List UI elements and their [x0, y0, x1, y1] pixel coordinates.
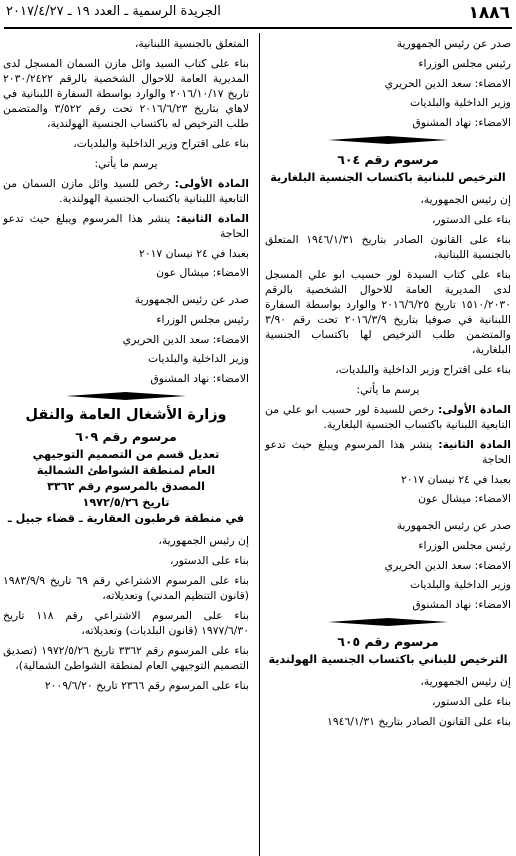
- left-column: [3, 36, 249, 698]
- paragraph: بناء على كتاب السيدة لور حسيب ابو علي المسجل لدى المديرية العامة للاحوال الشخصية بالرقم ١٥١٠/٢٠٣٠ تاريخ ٢٠١٦/٦/٢٥ والوارد بواسطة السفارة اللبنانية في صوفيا بتاريخ ٢٠١٦/٣/٩ تحت رقم ٣/٩٠ والمتضمن طلب الترخيص لها باكتساب الجنسية البلغارية،: [265, 268, 511, 356]
- signature-line: الامضاء: سعد الدين الحريري: [384, 559, 511, 572]
- signature-line: الامضاء: نهاد المشنوق: [150, 372, 249, 385]
- paragraph: بناء على الدستور،: [169, 554, 249, 567]
- subtitle-line: تاريخ ١٩٧٢/٥/٢٦: [82, 496, 170, 509]
- decree-title: مرسوم رقم ٦٠٥: [337, 634, 439, 649]
- article-text: ينشر هذا المرسوم ويبلغ حيث تدعو الحاجة: [3, 212, 249, 240]
- page-header: [0, 0, 516, 26]
- section-divider: [3, 392, 249, 400]
- paragraph: بناء على اقتراح وزير الداخلية والبلديات،: [335, 363, 511, 376]
- signature-line: وزير الداخلية والبلديات: [148, 352, 249, 365]
- article-text: رخص للسيد وائل مازن السمان من التابعية اللبنانية باكتساب الجنسية الهولندية.: [3, 177, 249, 205]
- paragraph: المتعلق بالجنسية اللبنانية،: [134, 37, 249, 50]
- signature-line: الامضاء: ميشال عون: [156, 266, 249, 279]
- article-label: المادة الأولى:: [174, 177, 250, 190]
- decree-title: مرسوم رقم ٦٠٤: [337, 152, 439, 167]
- paragraph: بناء على الدستور،: [431, 695, 511, 708]
- paragraph: بناء على كتاب السيد وائل مازن السمان المسجل لدى المديرية العامة للاحوال الشخصية بالرقم ٢٠٣٠/٢٤٢٢ تاريخ ٢٠١٦/١٠/١٧ والوارد بواسطة السفارة اللبنانية في لاهاي بتاريخ ٢٠١٦/٦/٢٣ تحت رقم ٣/٥٢٢ والمتضمن طلب الترخيص له باكتساب الجنسية الهولندية،: [3, 57, 249, 130]
- subtitle-line: تعديل قسم من التصميم التوجيهي: [32, 448, 220, 461]
- paragraph: بناء على القانون الصادر بتاريخ ١٩٤٦/١/٣١ المتعلق بالجنسية اللبنانية،: [265, 233, 511, 261]
- right-column: [265, 36, 511, 734]
- column-divider: [259, 33, 260, 856]
- signature-line: رئيس مجلس الوزراء: [418, 57, 511, 70]
- subtitle-line: العام لمنطقة الشواطئ الشمالية: [36, 464, 216, 477]
- section-divider: [265, 618, 511, 626]
- signature-line: صدر عن رئيس الجمهورية: [396, 37, 511, 50]
- article-2: [265, 437, 511, 467]
- decree-subtitle: الترخيص للبناني باكتساب الجنسية الهولندية: [268, 653, 508, 666]
- signature-line: الامضاء: سعد الدين الحريري: [122, 333, 249, 346]
- signature-line: الامضاء: نهاد المشنوق: [412, 116, 511, 129]
- section-divider: [265, 136, 511, 144]
- paragraph: إن رئيس الجمهورية،: [420, 193, 511, 206]
- signature-line: وزير الداخلية والبلديات: [410, 578, 511, 591]
- article-label: المادة الأولى:: [437, 403, 511, 416]
- article-text: رخص للسيدة لور حسيب ابو علي من التابعية اللبنانية باكتساب الجنسية البلغارية.: [265, 403, 511, 431]
- signature-line: رئيس مجلس الوزراء: [418, 539, 511, 552]
- ministry-heading: وزارة الأشغال العامة والنقل: [25, 407, 227, 423]
- article-text: ينشر هذا المرسوم ويبلغ حيث تدعو الحاجة: [265, 438, 511, 466]
- article-1: [3, 176, 249, 206]
- page-number: ١٨٨٦: [468, 3, 510, 23]
- issue-line: الجريدة الرسمية ـ العدد ١٩ ـ ٢٠١٧/٤/٢٧: [6, 4, 221, 19]
- paragraph: إن رئيس الجمهورية،: [158, 534, 249, 547]
- decree-subtitle: الترخيص للبنانية باكتساب الجنسية البلغارية: [270, 171, 506, 184]
- date-line: بعبدا في ٢٤ نيسان ٢٠١٧: [139, 247, 249, 260]
- signature-line: رئيس مجلس الوزراء: [156, 313, 249, 326]
- signature-line: الامضاء: سعد الدين الحريري: [384, 77, 511, 90]
- signature-line: الامضاء: ميشال عون: [418, 492, 511, 505]
- article-label: المادة الثانية:: [438, 438, 511, 451]
- subtitle-line: في منطقة قرطبون العقارية ـ قضاء جبيل ـ: [7, 512, 245, 525]
- decree-title: مرسوم رقم ٦٠٩: [75, 429, 177, 444]
- paragraph: بناء على المرسوم رقم ٣٣٦٢ تاريخ ١٩٧٢/٥/٢٦ (تصديق التصميم التوجيهي العام لمنطقة الشواطئ الشمالية)،: [3, 644, 249, 672]
- paragraph: بناء على المرسوم رقم ٢٣٦٦ تاريخ ٢٠٠٩/٦/٢٠: [44, 679, 249, 692]
- paragraph: بناء على القانون الصادر بتاريخ ١٩٤٦/١/٣١: [327, 715, 511, 728]
- article-label: المادة الثانية:: [176, 212, 249, 225]
- decree-subtitle: [3, 447, 249, 527]
- signature-line: الامضاء: نهاد المشنوق: [412, 598, 511, 611]
- paragraph: يرسم ما يأتي:: [356, 383, 420, 396]
- signature-line: وزير الداخلية والبلديات: [410, 96, 511, 109]
- signature-line: صدر عن رئيس الجمهورية: [396, 519, 511, 532]
- paragraph: إن رئيس الجمهورية،: [420, 675, 511, 688]
- paragraph: يرسم ما يأتي:: [94, 157, 158, 170]
- date-line: بعبدا في ٢٤ نيسان ٢٠١٧: [401, 473, 511, 486]
- paragraph: بناء على المرسوم الاشتراعي رقم ١١٨ تاريخ ١٩٧٧/٦/٣٠ (قانون البلديات) وتعديلاته،: [3, 609, 250, 637]
- header-rule: [4, 27, 512, 29]
- signature-line: صدر عن رئيس الجمهورية: [134, 293, 249, 306]
- paragraph: بناء على المرسوم الاشتراعي رقم ٦٩ تاريخ ١٩٨٣/٩/٩ (قانون التنظيم المدني) وتعديلاته،: [3, 574, 249, 602]
- paragraph: بناء على الدستور،: [431, 213, 511, 226]
- article-1: [265, 402, 511, 432]
- paragraph: بناء على اقتراح وزير الداخلية والبلديات،: [73, 137, 249, 150]
- subtitle-line: المصدق بالمرسوم رقم ٣٣٦٢: [47, 480, 205, 493]
- article-2: [3, 211, 249, 241]
